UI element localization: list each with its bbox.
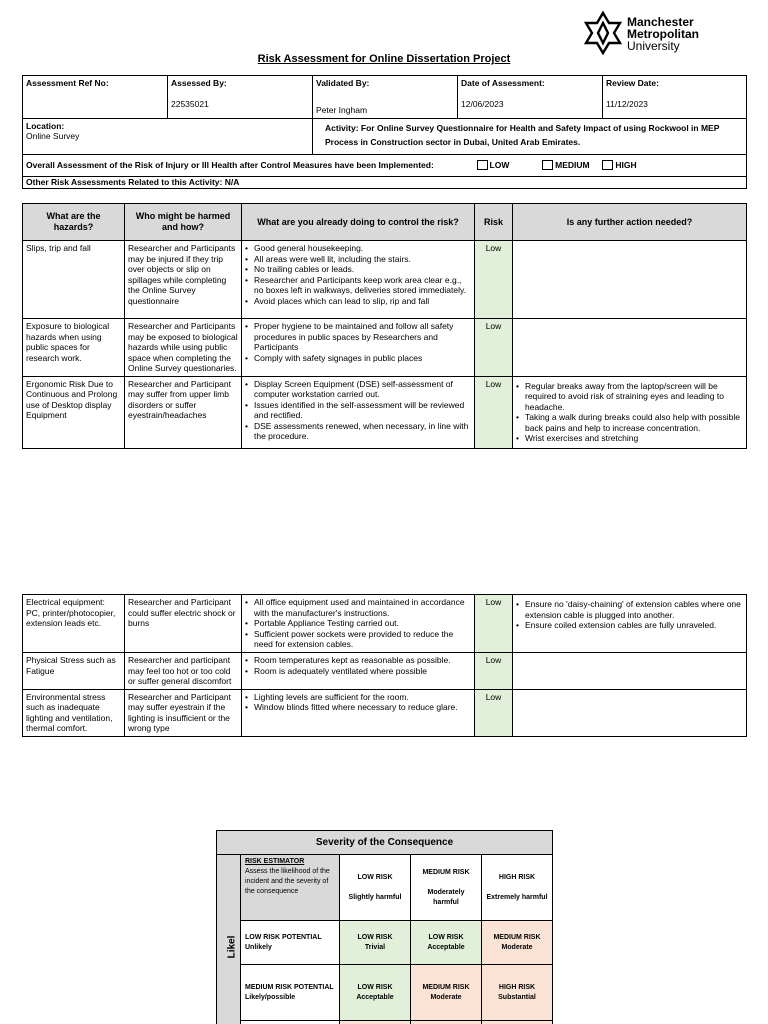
- matrix-cell-rating: Trivial: [364, 943, 386, 951]
- date-value: 12/06/2023: [461, 99, 504, 109]
- matrix-cell-level: LOW RISK: [428, 933, 464, 941]
- col-controls: What are you already doing to control the risk?: [242, 204, 475, 241]
- hazard-cell: Environmental stress such as inadequate lighting and ventilation, thermal comfort.: [23, 689, 125, 736]
- assessment-ref-label: Assessment Ref No:: [26, 78, 109, 88]
- matrix-partial-cell: [482, 1021, 553, 1024]
- who-cell: Researcher and Participant may suffer from upper limb disorders or suffer eyestrain/headaches: [125, 376, 242, 448]
- list-item: • Avoid places which can lead to slip, rip and fall: [245, 296, 471, 307]
- hazard-cell: Slips, trip and fall: [23, 241, 125, 319]
- matrix-cell: [340, 965, 411, 1021]
- location-label: Location:: [26, 120, 65, 131]
- validated-by-label: Validated By:: [316, 78, 370, 88]
- further-action-cell: [513, 595, 747, 653]
- controls-cell: [242, 689, 475, 736]
- validated-by-value: Peter Ingham: [316, 105, 368, 115]
- risk-table-1: [22, 203, 747, 449]
- matrix-partial-cell: [340, 1021, 411, 1024]
- risk-level-cell: Low: [475, 595, 513, 653]
- matrix-cell-level: LOW RISK: [357, 933, 393, 941]
- logo-line-3: University: [627, 39, 680, 53]
- list-item: • All office equipment used and maintained in accordance with the manufacturer's instructions.: [245, 597, 471, 618]
- further-action-cell: [513, 376, 747, 448]
- assessed-by-label: Assessed By:: [171, 78, 227, 88]
- severity-medium-sub: Moderately harmful: [427, 888, 465, 906]
- high-label: HIGH: [615, 159, 637, 170]
- list-item: • Ensure coiled extension cables are fully unraveled.: [516, 620, 743, 631]
- severity-low-header: [340, 855, 411, 921]
- matrix-cell: [482, 921, 553, 965]
- list-item: • Comply with safety signages in public places: [245, 353, 471, 364]
- overall-label: Overall Assessment of the Risk of Injury or Ill Health after Control Measures have been Implemented:: [26, 159, 434, 170]
- matrix-cell-level: HIGH RISK: [498, 983, 536, 991]
- list-item: • DSE assessments renewed, when necessary, in line with the procedure.: [245, 421, 471, 442]
- severity-high-header: [482, 855, 553, 921]
- risk-level-cell: Low: [475, 376, 513, 448]
- col-further-action: Is any further action needed?: [513, 204, 747, 241]
- matrix-cell-rating: Moderate: [430, 993, 462, 1001]
- list-item: • Proper hygiene to be maintained and follow all safety procedures in public spaces by Researchers and Participants: [245, 321, 471, 353]
- risk-estimator-cell: [241, 855, 340, 921]
- date-cell: [458, 76, 603, 119]
- list-item: • Good general housekeeping.: [245, 243, 471, 254]
- university-crest-icon: [583, 10, 623, 58]
- matrix-cell: [340, 921, 411, 965]
- risk-estimator-title: RISK ESTIMATOR: [245, 858, 305, 865]
- other-assessments-label: Other Risk Assessments Related to this Activity: N/A: [26, 176, 240, 187]
- list-item: • Lighting levels are sufficient for the room.: [245, 692, 471, 703]
- low-checkbox[interactable]: [477, 160, 488, 170]
- controls-cell-list: [245, 597, 471, 650]
- logo-line-1: Manchester: [627, 15, 694, 29]
- who-cell: Researcher and Participants may be exposed to biological hazards while using public space when completing the Online Survey questionaries.: [125, 319, 242, 377]
- medium-checkbox[interactable]: [542, 160, 553, 170]
- controls-cell: [242, 653, 475, 690]
- likelihood-medium-sub: Likely/possible: [245, 993, 296, 1001]
- activity-cell: [313, 118, 747, 154]
- assessment-header-table: [22, 75, 747, 189]
- matrix-cell-level: MEDIUM RISK: [493, 933, 541, 941]
- further-action-cell: [513, 689, 747, 736]
- matrix-cell-rating: Substantial: [498, 993, 536, 1001]
- matrix-cell: [411, 921, 482, 965]
- further-action-cell-list: [516, 381, 743, 444]
- list-item: • Display Screen Equipment (DSE) self-assessment of computer workstation carried out.: [245, 379, 471, 400]
- controls-cell: [242, 241, 475, 319]
- validated-by-cell: [313, 76, 458, 119]
- likelihood-low-title: LOW RISK POTENTIAL: [245, 933, 322, 941]
- hazard-cell: Exposure to biological hazards when using public spaces for research work.: [23, 319, 125, 377]
- severity-heading: Severity of the Consequence: [217, 831, 553, 855]
- matrix-cell-rating: Moderate: [501, 943, 533, 951]
- list-item: • All areas were well lit, including the stairs.: [245, 254, 471, 265]
- table-row: [23, 595, 747, 653]
- likelihood-low-sub: Unlikely: [245, 943, 272, 951]
- activity-label: Activity:: [325, 122, 359, 133]
- list-item: • Sufficient power sockets were provided to reduce the need for extension cables.: [245, 629, 471, 650]
- further-action-cell: [513, 319, 747, 377]
- controls-cell-list: [245, 243, 471, 306]
- risk-estimator-matrix: [216, 830, 553, 1024]
- who-cell: Researcher and Participant may suffer eyestrain if the lighting is insufficient or the wrong type: [125, 689, 242, 736]
- review-cell: [603, 76, 747, 119]
- list-item: • Ensure no 'daisy-chaining' of extension cables where one extension cable is plugged into another.: [516, 599, 743, 620]
- likelihood-side-label: [217, 855, 241, 1024]
- table-row: [23, 376, 747, 448]
- col-who: Who might be harmed and how?: [125, 204, 242, 241]
- matrix-partial-cell: [411, 1021, 482, 1024]
- logo-line-2: Metropolitan: [627, 27, 699, 41]
- further-action-cell-list: [516, 599, 743, 631]
- assessed-by-value: 22535021: [171, 99, 209, 109]
- hazard-cell: Ergonomic Risk Due to Continuous and Prolong use of Desktop display Equipment: [23, 376, 125, 448]
- severity-medium-title: MEDIUM RISK: [422, 868, 470, 876]
- controls-cell: [242, 319, 475, 377]
- high-checkbox[interactable]: [602, 160, 613, 170]
- table-row: [23, 319, 747, 377]
- location-cell: [23, 118, 313, 154]
- controls-cell: [242, 595, 475, 653]
- matrix-partial-cell: [241, 1021, 340, 1024]
- matrix-cell-rating: Acceptable: [427, 943, 465, 951]
- likelihood-medium-row-label: [241, 965, 340, 1021]
- list-item: • Window blinds fitted where necessary to reduce glare.: [245, 702, 471, 713]
- university-logo: [583, 10, 699, 58]
- hazard-cell: Physical Stress such as Fatigue: [23, 653, 125, 690]
- low-label: LOW: [489, 159, 510, 170]
- col-risk: Risk: [475, 204, 513, 241]
- activity-value: For Online Survey Questionnaire for Health and Safety Impact of using Rockwool in MEP Process in Construction sector in Dubai, United Arab Emirates.: [325, 122, 720, 147]
- severity-high-title: HIGH RISK: [498, 873, 536, 881]
- likelihood-low-row-label: [241, 921, 340, 965]
- who-cell: Researcher and Participants may be injured if they trip over objects or slip on spillages while completing the Online Survey questionnaire: [125, 241, 242, 319]
- table-row: [23, 689, 747, 736]
- controls-cell-list: [245, 321, 471, 363]
- list-item: • Issues identified in the self-assessment will be reviewed and rectified.: [245, 400, 471, 421]
- further-action-cell: [513, 241, 747, 319]
- risk-level-cell: Low: [475, 319, 513, 377]
- controls-cell-list: [245, 379, 471, 442]
- matrix-cell: [411, 965, 482, 1021]
- assessed-by-cell: [168, 76, 313, 119]
- risk-table-2: [22, 594, 747, 737]
- list-item: • No trailing cables or leads.: [245, 264, 471, 275]
- who-cell: Researcher and participant may feel too hot or too cold or suffer general discomfort: [125, 653, 242, 690]
- medium-label: MEDIUM: [555, 159, 590, 170]
- date-label: Date of Assessment:: [461, 78, 545, 88]
- who-cell: Researcher and Participant could suffer electric shock or burns: [125, 595, 242, 653]
- controls-cell-list: [245, 692, 471, 713]
- risk-level-cell: Low: [475, 689, 513, 736]
- matrix-cell-rating: Acceptable: [356, 993, 394, 1001]
- list-item: • Wrist exercises and stretching: [516, 433, 743, 444]
- controls-cell-list: [245, 655, 471, 676]
- list-item: • Regular breaks away from the laptop/screen will be required to avoid risk of straining eyes and leading to headache.: [516, 381, 743, 413]
- list-item: • Researcher and Participants keep work area clear e.g., no boxes left in walkways, deliveries stored immediately.: [245, 275, 471, 296]
- table-row: [23, 241, 747, 319]
- likelihood-medium-title: MEDIUM RISK POTENTIAL: [245, 983, 334, 991]
- likelihood-text: Likel: [226, 935, 238, 959]
- list-item: • Room temperatures kept as reasonable as possible.: [245, 655, 471, 666]
- review-label: Review Date:: [606, 78, 659, 88]
- document-title: Risk Assessment for Online Dissertation Project: [257, 53, 511, 65]
- assessment-ref-cell: [23, 76, 168, 119]
- risk-estimator-text: Assess the likelihood of the incident and the severity of the consequence: [245, 868, 330, 895]
- matrix-cell-level: MEDIUM RISK: [422, 983, 470, 991]
- review-value: 11/12/2023: [606, 99, 648, 109]
- matrix-cell: [482, 965, 553, 1021]
- list-item: • Portable Appliance Testing carried out.: [245, 618, 471, 629]
- severity-low-title: LOW RISK: [357, 873, 393, 881]
- table-row: [23, 653, 747, 690]
- severity-high-sub: Extremely harmful: [486, 893, 548, 901]
- further-action-cell: [513, 653, 747, 690]
- other-assessments-cell: [23, 176, 747, 188]
- severity-low-sub: Slightly harmful: [348, 893, 402, 901]
- list-item: • Room is adequately ventilated where possible: [245, 666, 471, 677]
- col-hazards: What are the hazards?: [23, 204, 125, 241]
- overall-assessment-cell: [23, 154, 747, 176]
- list-item: • Taking a walk during breaks could also help with possible back pains and help to increase concentration.: [516, 412, 743, 433]
- hazard-cell: Electrical equipment: PC, printer/photocopier, extension leads etc.: [23, 595, 125, 653]
- controls-cell: [242, 376, 475, 448]
- risk-level-cell: Low: [475, 653, 513, 690]
- matrix-cell-level: LOW RISK: [357, 983, 393, 991]
- risk-level-cell: Low: [475, 241, 513, 319]
- severity-medium-header: [411, 855, 482, 921]
- location-value: Online Survey: [26, 131, 80, 141]
